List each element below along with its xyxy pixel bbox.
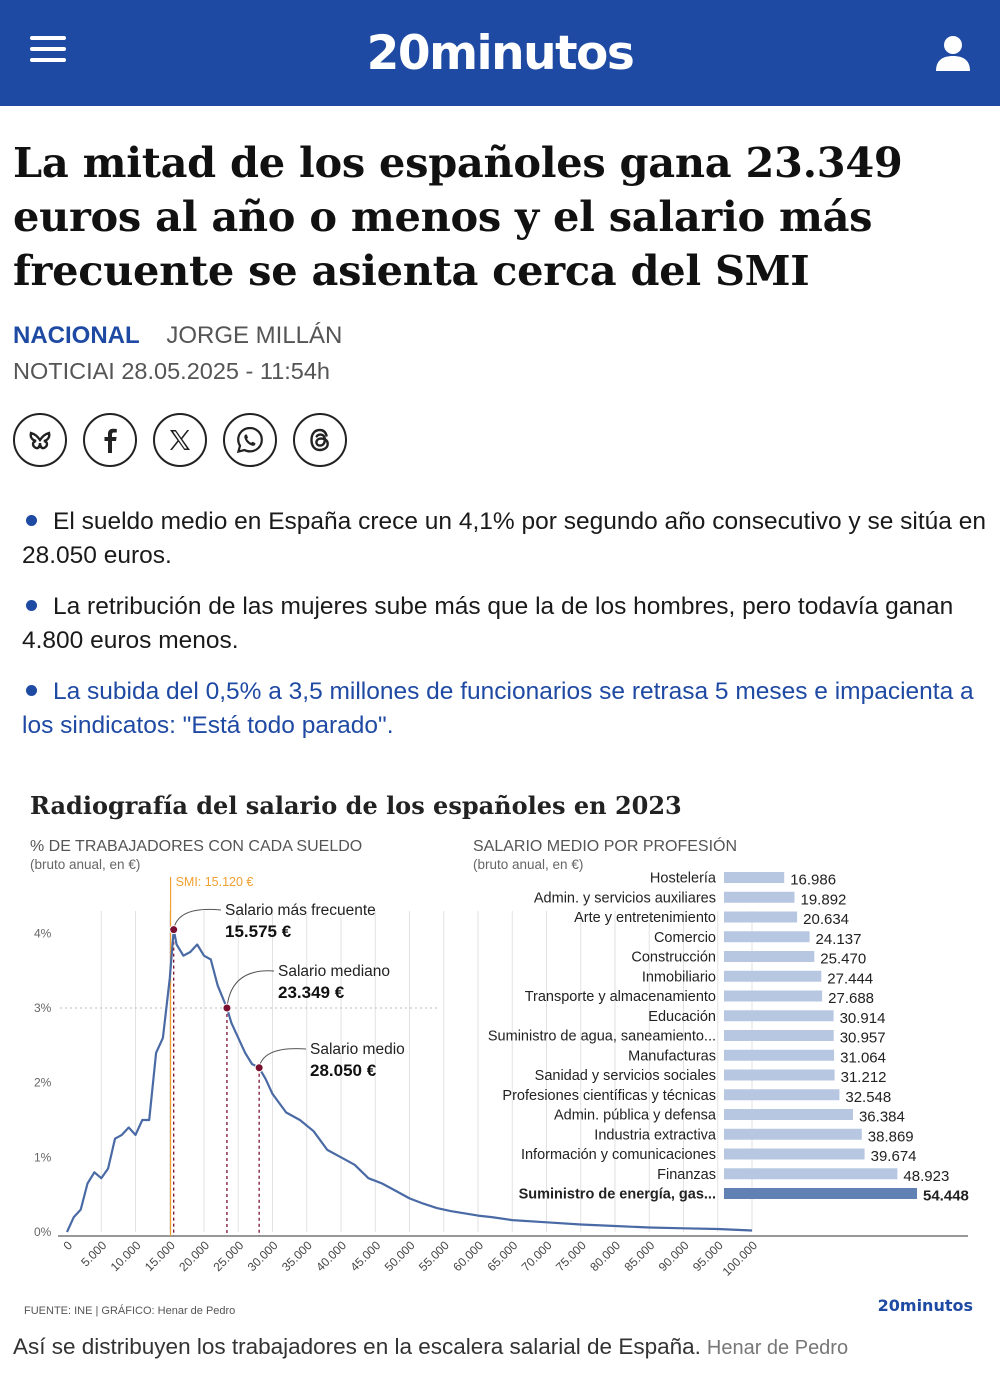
whatsapp-icon[interactable] [223,413,277,467]
y-tick-label: 1% [34,1150,52,1165]
bar-category-label: Educación [648,1008,716,1025]
bar-value-label: 32.548 [845,1088,892,1106]
smi-label: SMI: 15.120 € [175,875,254,889]
article-headline: La mitad de los españoles gana 23.349 euros al año o menos y el salario más frecuente se asienta cerca del SMI [13,138,903,295]
bar-value-label: 30.914 [839,1009,886,1027]
bar-category-label: Sanidad y servicios sociales [534,1068,716,1084]
x-tick-label: 100.000 [719,1238,761,1279]
article-dateline: NOTICIAI 28.05.2025 - 11:54h [13,358,330,384]
bar-value-label: 19.892 [800,891,847,909]
bar [724,912,797,923]
bar-value-label: 30.957 [839,1029,886,1047]
x-tick-label: 50.000 [381,1238,418,1275]
bar-category-label: Inmobiliario [641,969,716,986]
bar [724,1010,834,1021]
bullet-icon [26,685,37,696]
bar [724,971,821,982]
bar-category-label: Construcción [631,949,716,966]
x-twitter-icon[interactable] [153,413,207,467]
graphic-source: FUENTE: INE | GRÁFICO: Henar de Pedro [24,1305,236,1317]
article-highlights [22,505,987,760]
article-meta [13,322,342,350]
salary-by-profession-chart [488,871,969,1205]
x-tick-label: 85.000 [621,1238,658,1275]
annotation-leader [227,971,274,1008]
threads-icon[interactable] [293,413,347,467]
x-tick-label: 70.000 [518,1238,555,1275]
highlight-text: El sueldo medio en España crece un 4,1% por segundo año consecutivo y se sitúa en 28.050 euros. [22,508,986,569]
x-tick-label: 95.000 [690,1238,726,1275]
bar-category-label: Arte y entretenimiento [574,910,716,926]
x-tick-label: 65.000 [484,1238,521,1275]
bar [724,1070,835,1081]
bar-category-label: Industria extractiva [594,1127,716,1144]
bar [724,1129,862,1140]
salary-infographic [0,770,1000,1330]
bar-value-label: 38.869 [867,1128,914,1146]
annotation-value: 28.050 € [310,1061,377,1080]
highlight-item [22,505,987,573]
bar [724,1050,834,1061]
highlight-item [22,590,987,658]
bar [724,1030,834,1041]
x-tick-label: 0 [60,1238,76,1253]
bar [724,1089,839,1100]
bullet-icon [26,600,37,611]
bar-chart-subtitle: (bruto anual, en €) [473,857,584,872]
bar [724,991,822,1002]
annotation-label: Salario medio [310,1041,405,1058]
section-link[interactable]: NACIONAL [13,322,140,349]
y-tick-label: 4% [34,926,52,941]
x-tick-label: 75.000 [553,1238,589,1275]
x-tick-label: 25.000 [210,1238,247,1275]
bar-value-label: 31.064 [840,1049,887,1067]
annotation-value: 23.349 € [278,983,345,1002]
bar-category-label: Suministro de energía, gas... [518,1186,716,1203]
bar [724,872,784,883]
site-logo[interactable]: 20minutos [366,26,634,81]
annotation-value: 15.575 € [225,922,292,941]
bar [724,951,814,962]
y-tick-label: 2% [34,1075,52,1090]
line-chart-subtitle: (bruto anual, en €) [30,857,141,872]
highlight-text: La retribución de las mujeres sube más que la de los hombres, pero todavía ganan 4.800 euros menos. [22,593,954,654]
x-tick-label: 40.000 [313,1238,350,1275]
annotation-leader [174,909,221,929]
graphic-brand-logo: 20minutos [877,1296,973,1315]
bar-value-label: 36.384 [858,1108,905,1126]
bar [724,1168,897,1179]
x-tick-label: 10.000 [107,1238,144,1275]
annotation-label: Salario mediano [278,963,391,980]
annotation-marker [170,926,178,934]
user-icon[interactable] [933,34,973,74]
bar [724,892,795,903]
x-tick-label: 30.000 [244,1238,281,1275]
annotation-label: Salario más frecuente [225,902,376,919]
bar-category-label: Transporte y almacenamiento [524,989,716,1005]
bar [724,931,810,942]
x-tick-label: 45.000 [347,1238,384,1275]
x-tick-label: 55.000 [416,1238,452,1275]
bullet-icon [26,515,37,526]
image-caption [13,1334,848,1360]
x-tick-label: 20.000 [176,1238,213,1275]
line-chart-title: % DE TRABAJADORES CON CADA SUELDO [30,838,363,855]
annotation-marker [223,1004,231,1012]
bar-category-label: Profesiones científicas y técnicas [502,1087,716,1104]
author-name[interactable]: JORGE MILLÁN [166,322,343,349]
x-tick-label: 60.000 [450,1238,487,1275]
annotation-leader [259,1049,306,1068]
bar-value-label: 54.448 [923,1187,969,1205]
x-tick-label: 15.000 [142,1238,178,1275]
bar-value-label: 31.212 [840,1069,887,1086]
x-tick-label: 5.000 [78,1238,110,1270]
bar-category-label: Manufacturas [628,1048,716,1065]
y-tick-label: 3% [34,1001,52,1015]
bar-category-label: Información y comunicaciones [520,1147,716,1163]
bar [724,1149,865,1160]
caption-text: Así se distribuyen los trabajadores en la escalera salarial de España. [13,1334,701,1359]
bar-value-label: 27.688 [828,990,875,1007]
x-tick-label: 35.000 [279,1238,315,1275]
bar-category-label: Admin. pública y defensa [553,1107,716,1124]
highlight-text[interactable]: La subida del 0,5% a 3,5 millones de funcionarios se retrasa 5 meses e impacienta a los sindicatos: "Está todo parado". [22,678,974,739]
facebook-icon[interactable] [83,413,137,467]
bar-value-label: 16.986 [790,871,837,889]
bar [724,1109,853,1120]
top-navigation-bar [0,0,1000,106]
related-article-link[interactable] [22,675,987,743]
y-tick-label: 0% [34,1225,52,1239]
bar-category-label: Comercio [653,929,716,946]
x-tick-label: 80.000 [587,1238,624,1275]
bluesky-icon[interactable] [13,413,67,467]
bar-value-label: 48.923 [903,1167,950,1185]
bar-category-label: Finanzas [657,1166,716,1183]
bar-value-label: 25.470 [820,950,867,968]
bar-category-label: Hostelería [649,870,716,887]
bar-category-label: Suministro de agua, saneamiento... [487,1028,716,1045]
bar-value-label: 39.674 [870,1148,917,1165]
bar-category-label: Admin. y servicios auxiliares [533,890,716,907]
bar-value-label: 24.137 [815,930,862,948]
annotation-marker [255,1064,263,1072]
bar-chart-title: SALARIO MEDIO POR PROFESIÓN [473,838,738,855]
caption-credit: Henar de Pedro [706,1337,849,1359]
bar-value-label: 27.444 [827,970,874,988]
bar-value-label: 20.634 [803,911,850,928]
graphic-title: Radiografía del salario de los españoles en 2023 [30,791,682,820]
bar [724,1188,917,1199]
x-tick-label: 90.000 [655,1238,692,1275]
